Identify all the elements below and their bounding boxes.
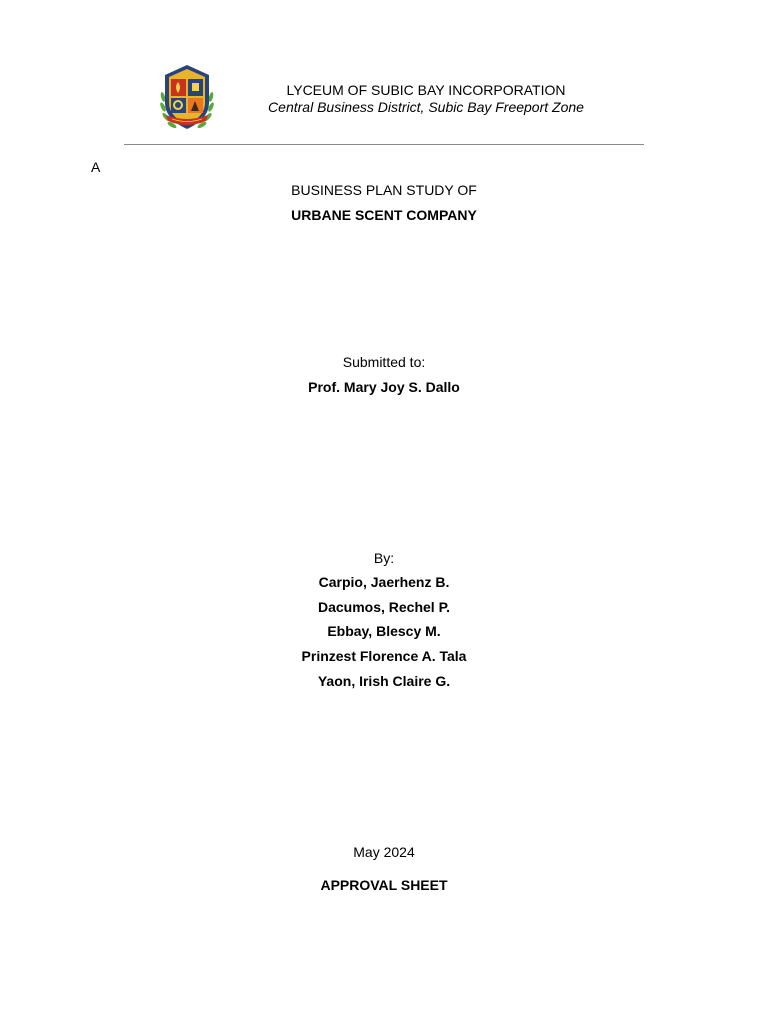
- author-name: Dacumos, Rechel P.: [317, 598, 451, 615]
- stray-letter: A: [91, 159, 101, 175]
- recipient-name: Prof. Mary Joy S. Dallo: [308, 379, 460, 395]
- authors-label: By:: [373, 550, 395, 566]
- school-seal-icon: [158, 63, 216, 135]
- author-name: Yaon, Irish Claire G.: [317, 672, 451, 689]
- author-name: Prinzest Florence A. Tala: [301, 648, 467, 665]
- title-line: BUSINESS PLAN STUDY OF: [291, 182, 477, 198]
- school-address: Central Business District, Subic Bay Freeport Zone: [268, 99, 584, 115]
- submission-date: May 2024: [353, 844, 415, 860]
- author-name: Carpio, Jaerhenz B.: [318, 574, 450, 590]
- school-name: LYCEUM OF SUBIC BAY INCORPORATION: [286, 82, 566, 98]
- company-name: URBANE SCENT COMPANY: [291, 207, 477, 223]
- approval-sheet-heading: APPROVAL SHEET: [320, 877, 448, 893]
- author-list: [0, 574, 768, 697]
- submitted-to-label: Submitted to:: [342, 354, 426, 370]
- author-name: Ebbay, Blescy M.: [327, 623, 441, 640]
- header-divider: [124, 144, 644, 145]
